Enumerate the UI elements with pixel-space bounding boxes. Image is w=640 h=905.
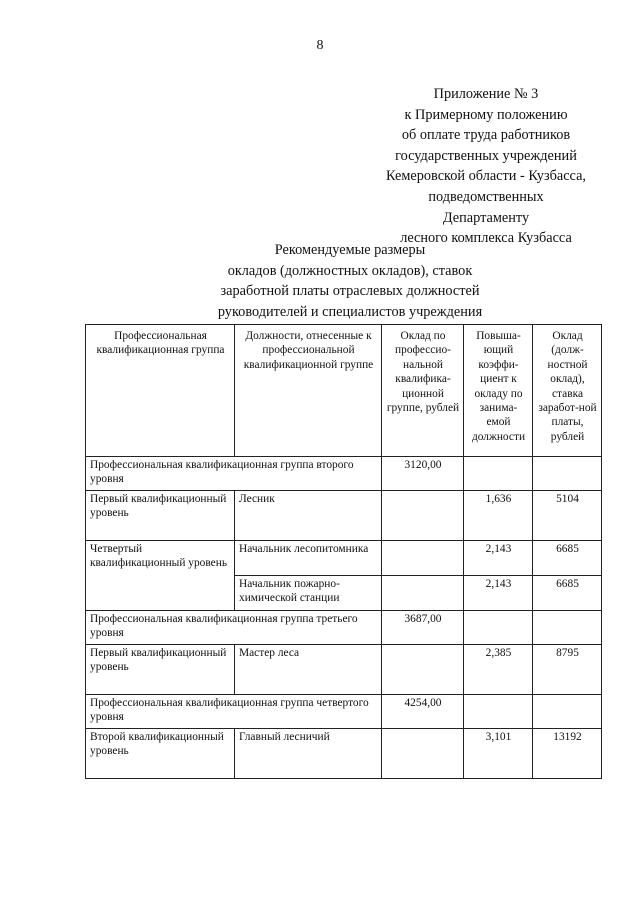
empty-cell bbox=[382, 645, 464, 695]
table-row bbox=[86, 729, 602, 779]
base-salary-cell: 3687,00 bbox=[382, 611, 464, 645]
appendix-line: об оплате труда работников bbox=[401, 127, 571, 144]
title-line: заработной платы отраслевых должностей bbox=[220, 283, 480, 299]
appendix-line: Департаменту bbox=[442, 209, 530, 226]
salary-cell: 6685 bbox=[533, 541, 602, 576]
salary-cell: 13192 bbox=[533, 729, 602, 779]
appendix-line: подведомственных bbox=[428, 188, 544, 205]
title-line: руководителей и специалистов учреждения bbox=[217, 303, 483, 320]
appendix-caption bbox=[355, 84, 617, 249]
empty-cell bbox=[382, 541, 464, 576]
table-row bbox=[86, 645, 602, 695]
coefficient-cell: 2,143 bbox=[464, 541, 533, 576]
coefficient-cell: 2,385 bbox=[464, 645, 533, 695]
group-row bbox=[86, 695, 602, 729]
position-name: Мастер леса bbox=[235, 645, 382, 695]
salary-cell: 6685 bbox=[533, 576, 602, 611]
level-name: Четвертый квалификационный уровень bbox=[86, 541, 235, 611]
group-row bbox=[86, 611, 602, 645]
empty-cell bbox=[464, 611, 533, 645]
title-line: Рекомендуемые размеры bbox=[274, 242, 426, 258]
group-name: Профессиональная квалификационная группа второго уровня bbox=[86, 457, 382, 491]
appendix-line: Приложение № 3 bbox=[433, 86, 539, 102]
empty-cell bbox=[464, 457, 533, 491]
table-header-row bbox=[86, 325, 602, 457]
table-title bbox=[120, 240, 580, 322]
level-name: Второй квалификационный уровень bbox=[86, 729, 235, 779]
salary-cell: 8795 bbox=[533, 645, 602, 695]
position-name: Начальник пожарно-химической станции bbox=[235, 576, 382, 611]
coefficient-cell: 3,101 bbox=[464, 729, 533, 779]
level-name: Первый квалификационный уровень bbox=[86, 645, 235, 695]
salary-table bbox=[85, 324, 602, 779]
header-group: Профессиональная квалификационная группа bbox=[86, 325, 235, 457]
group-name: Профессиональная квалификационная группа третьего уровня bbox=[86, 611, 382, 645]
table-row bbox=[86, 541, 602, 576]
appendix-line: к Примерному положению bbox=[404, 106, 568, 123]
empty-cell bbox=[464, 695, 533, 729]
empty-cell bbox=[533, 611, 602, 645]
empty-cell bbox=[533, 457, 602, 491]
appendix-line: государственных учреждений bbox=[395, 147, 577, 164]
position-name: Начальник лесопитомника bbox=[235, 541, 382, 576]
header-salary: Оклад (долж-ностной оклад), ставка заработ-ной платы, рублей bbox=[533, 325, 602, 457]
group-row bbox=[86, 457, 602, 491]
salary-cell: 5104 bbox=[533, 491, 602, 541]
appendix-line: лесного комплекса Кузбасса bbox=[400, 230, 572, 247]
appendix-line: Кемеровской области - Кузбасса, bbox=[386, 168, 586, 185]
table-row bbox=[86, 491, 602, 541]
level-name: Первый квалификационный уровень bbox=[86, 491, 235, 541]
group-name: Профессиональная квалификационная группа четвертого уровня bbox=[86, 695, 382, 729]
coefficient-cell: 2,143 bbox=[464, 576, 533, 611]
position-name: Лесник bbox=[235, 491, 382, 541]
base-salary-cell: 4254,00 bbox=[382, 695, 464, 729]
page-number: 8 bbox=[316, 38, 324, 53]
position-name: Главный лесничий bbox=[235, 729, 382, 779]
header-base-salary: Оклад по профессио-нальной квалифика-ционной группе, рублей bbox=[382, 325, 464, 457]
header-position: Должности, отнесенные к профессиональной квалификационной группе bbox=[235, 325, 382, 457]
empty-cell bbox=[382, 491, 464, 541]
coefficient-cell: 1,636 bbox=[464, 491, 533, 541]
base-salary-cell: 3120,00 bbox=[382, 457, 464, 491]
title-line: окладов (должностных окладов), ставок bbox=[227, 262, 473, 279]
header-coefficient: Повыша-ющий коэффи-циент к окладу по занима-емой должности bbox=[464, 325, 533, 457]
empty-cell bbox=[533, 695, 602, 729]
empty-cell bbox=[382, 576, 464, 611]
empty-cell bbox=[382, 729, 464, 779]
